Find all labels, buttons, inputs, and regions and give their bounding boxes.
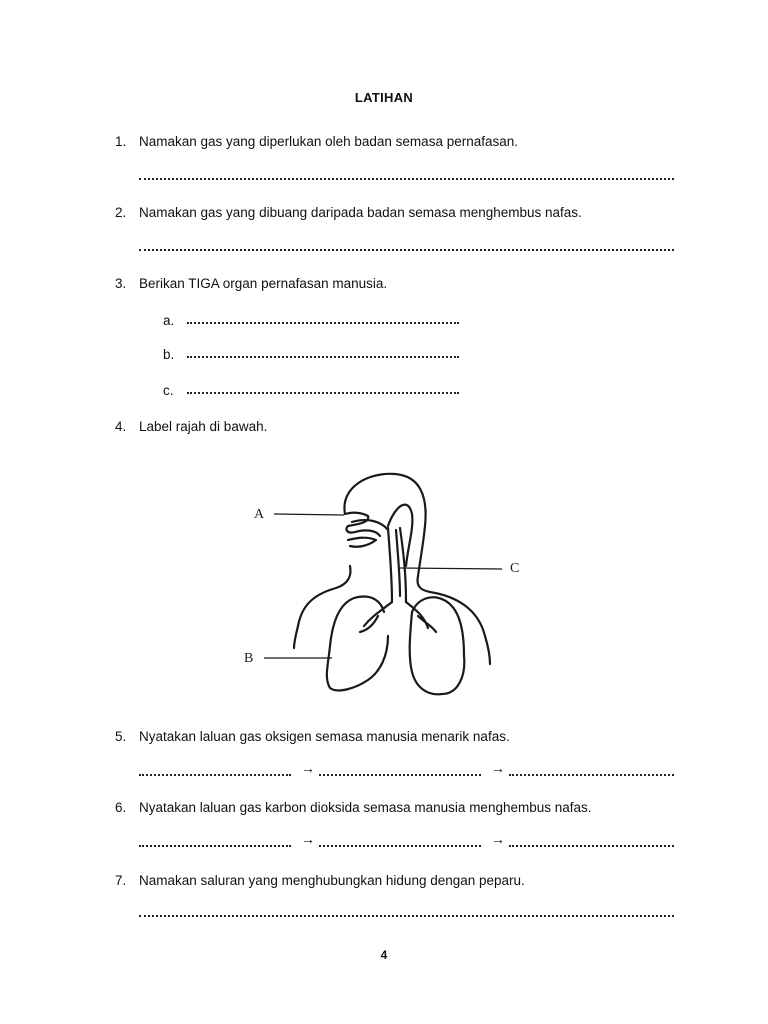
left-shoulder bbox=[294, 626, 298, 648]
sub-item-label: b. bbox=[163, 347, 175, 362]
page-number: 4 bbox=[380, 948, 388, 962]
question-text: Label rajah di bawah. bbox=[139, 419, 268, 434]
neck-left bbox=[298, 566, 350, 626]
question-1 bbox=[115, 134, 675, 149]
sub-item-label: c. bbox=[163, 383, 174, 398]
question-text: Nyatakan laluan gas oksigen semasa manusia menarik nafas. bbox=[139, 729, 510, 744]
answer-line-7[interactable] bbox=[139, 909, 674, 917]
arrow-icon: → bbox=[491, 831, 505, 847]
arrow-icon: → bbox=[491, 760, 505, 776]
question-6 bbox=[115, 800, 675, 815]
question-number: 6. bbox=[115, 800, 127, 815]
nasal-cavity bbox=[345, 513, 380, 536]
trachea-left bbox=[388, 528, 392, 602]
answer-line-3a[interactable] bbox=[187, 316, 459, 324]
arrow-icon: → bbox=[301, 831, 315, 847]
path-blank-1[interactable] bbox=[139, 768, 291, 776]
sub-item-c bbox=[163, 383, 187, 398]
path-blank-2[interactable] bbox=[319, 768, 481, 776]
question-text: Nyatakan laluan gas karbon dioksida semasa manusia menghembus nafas. bbox=[139, 800, 592, 815]
label-b: B bbox=[244, 651, 254, 666]
sub-item-label: a. bbox=[163, 313, 175, 328]
label-c: C bbox=[510, 561, 520, 576]
path-blank-2[interactable] bbox=[319, 839, 481, 847]
question-text: Berikan TIGA organ pernafasan manusia. bbox=[139, 276, 388, 291]
question-4 bbox=[115, 419, 675, 434]
question-text: Namakan saluran yang menghubungkan hidung dengan peparu. bbox=[139, 873, 525, 888]
question-text: Namakan gas yang dibuang daripada badan semasa menghembus nafas. bbox=[139, 205, 582, 220]
path-answer-row-5 bbox=[139, 760, 674, 780]
answer-line-3c[interactable] bbox=[187, 386, 459, 394]
question-7 bbox=[115, 873, 675, 888]
question-number: 7. bbox=[115, 873, 127, 888]
page-title: LATIHAN bbox=[354, 90, 414, 105]
question-number: 2. bbox=[115, 205, 127, 220]
question-5 bbox=[115, 729, 675, 744]
answer-line-1[interactable] bbox=[139, 172, 674, 180]
trachea-inner bbox=[396, 530, 400, 596]
arrow-icon: → bbox=[301, 760, 315, 776]
question-number: 3. bbox=[115, 276, 127, 291]
path-blank-3[interactable] bbox=[509, 839, 674, 847]
answer-line-2[interactable] bbox=[139, 243, 674, 251]
question-number: 5. bbox=[115, 729, 127, 744]
sub-item-a bbox=[163, 313, 187, 328]
label-a-line bbox=[274, 514, 344, 515]
question-number: 4. bbox=[115, 419, 127, 434]
question-3 bbox=[115, 276, 675, 291]
question-number: 1. bbox=[115, 134, 127, 149]
label-a: A bbox=[254, 507, 265, 522]
question-text: Namakan gas yang diperlukan oleh badan semasa pernafasan. bbox=[139, 134, 519, 149]
path-answer-row-6 bbox=[139, 831, 674, 851]
respiratory-system-diagram bbox=[240, 466, 530, 706]
question-2 bbox=[115, 205, 675, 220]
mouth-lower bbox=[348, 538, 376, 547]
path-blank-1[interactable] bbox=[139, 839, 291, 847]
sub-item-b bbox=[163, 347, 187, 362]
left-lung bbox=[327, 597, 388, 691]
label-c-line bbox=[400, 568, 502, 569]
bronchus-left bbox=[360, 602, 392, 632]
answer-line-3b[interactable] bbox=[187, 350, 459, 358]
path-blank-3[interactable] bbox=[509, 768, 674, 776]
